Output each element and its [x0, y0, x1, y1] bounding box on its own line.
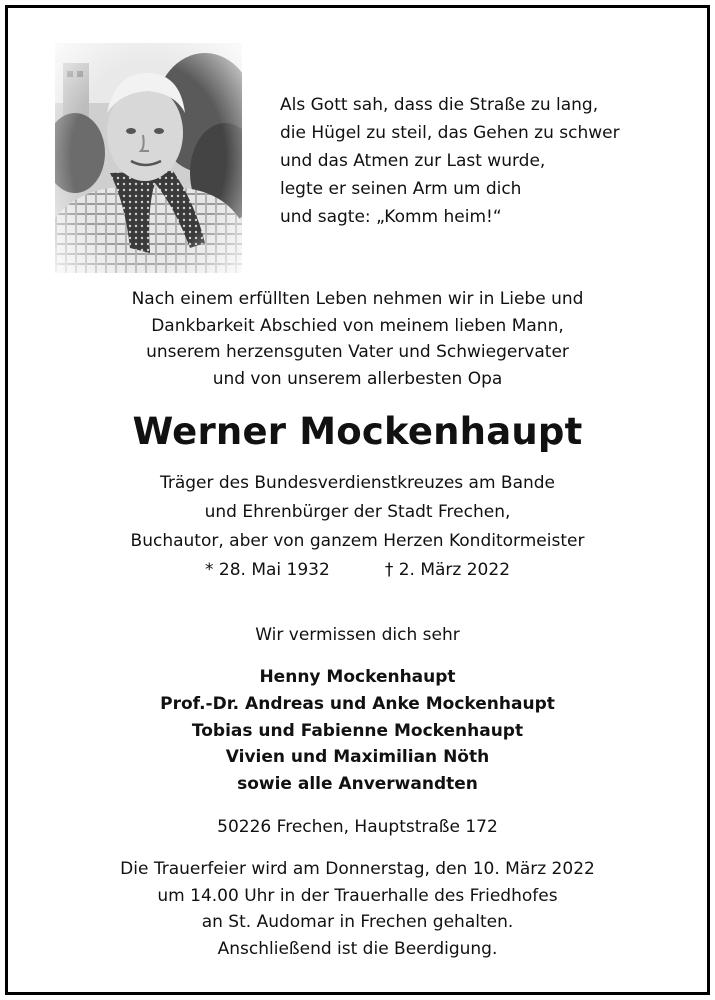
family-member: Prof.-Dr. Andreas und Anke Mockenhaupt: [160, 693, 555, 714]
intro-line: Dankbarkeit Abschied von meinem lieben Mann,: [151, 315, 564, 336]
family-member: Vivien und Maximilian Nöth: [225, 747, 490, 768]
address: [8, 813, 707, 841]
poem: [280, 91, 680, 231]
service-line: Die Trauerfeier wird am Donnerstag, den 10. März 2022: [120, 859, 595, 879]
birth-date: * 28. Mai 1932: [204, 560, 330, 580]
honors-line: und Ehrenbürger der Stadt Frechen,: [204, 502, 511, 522]
family-member: Tobias und Fabienne Mockenhaupt: [191, 720, 524, 741]
life-dates: [8, 556, 707, 584]
family-member: Henny Mockenhaupt: [259, 667, 456, 687]
poem-line: die Hügel zu steil, das Gehen zu schwer: [280, 123, 620, 143]
intro-line: unserem herzensguten Vater und Schwiegervater: [146, 342, 569, 362]
intro-text: [8, 286, 707, 392]
service-line: um 14.00 Uhr in der Trauerhalle des Friedhofes: [157, 885, 558, 906]
intro-line: und von unserem allerbesten Opa: [212, 368, 503, 389]
intro-line: Nach einem erfüllten Leben nehmen wir in Liebe und: [131, 289, 584, 309]
poem-line: Als Gott sah, dass die Straße zu lang,: [280, 95, 599, 115]
portrait-photo: [55, 43, 242, 273]
death-date: † 2. März 2022: [384, 560, 511, 580]
family-list: [8, 664, 707, 798]
honors-line: Träger des Bundesverdienstkreuzes am Bande: [159, 473, 556, 493]
poem-line: und sagte: „Komm heim!“: [280, 207, 502, 227]
miss-text: Wir vermissen dich sehr: [255, 625, 460, 645]
service-info: [8, 856, 707, 962]
service-line: Anschließend ist die Beerdigung.: [217, 938, 498, 959]
honors-line: Buchautor, aber von ganzem Herzen Konditormeister: [130, 531, 585, 551]
poem-line: legte er seinen Arm um dich: [280, 179, 522, 199]
miss-line: [8, 621, 707, 649]
honors-text: [8, 469, 707, 556]
family-member: sowie alle Anverwandten: [237, 774, 478, 795]
address-text: 50226 Frechen, Hauptstraße 172: [217, 817, 498, 837]
deceased-name: Werner Mockenhaupt: [132, 410, 583, 453]
poem-line: und das Atmen zur Last wurde,: [280, 151, 546, 171]
service-line: an St. Audomar in Frechen gehalten.: [201, 912, 514, 932]
